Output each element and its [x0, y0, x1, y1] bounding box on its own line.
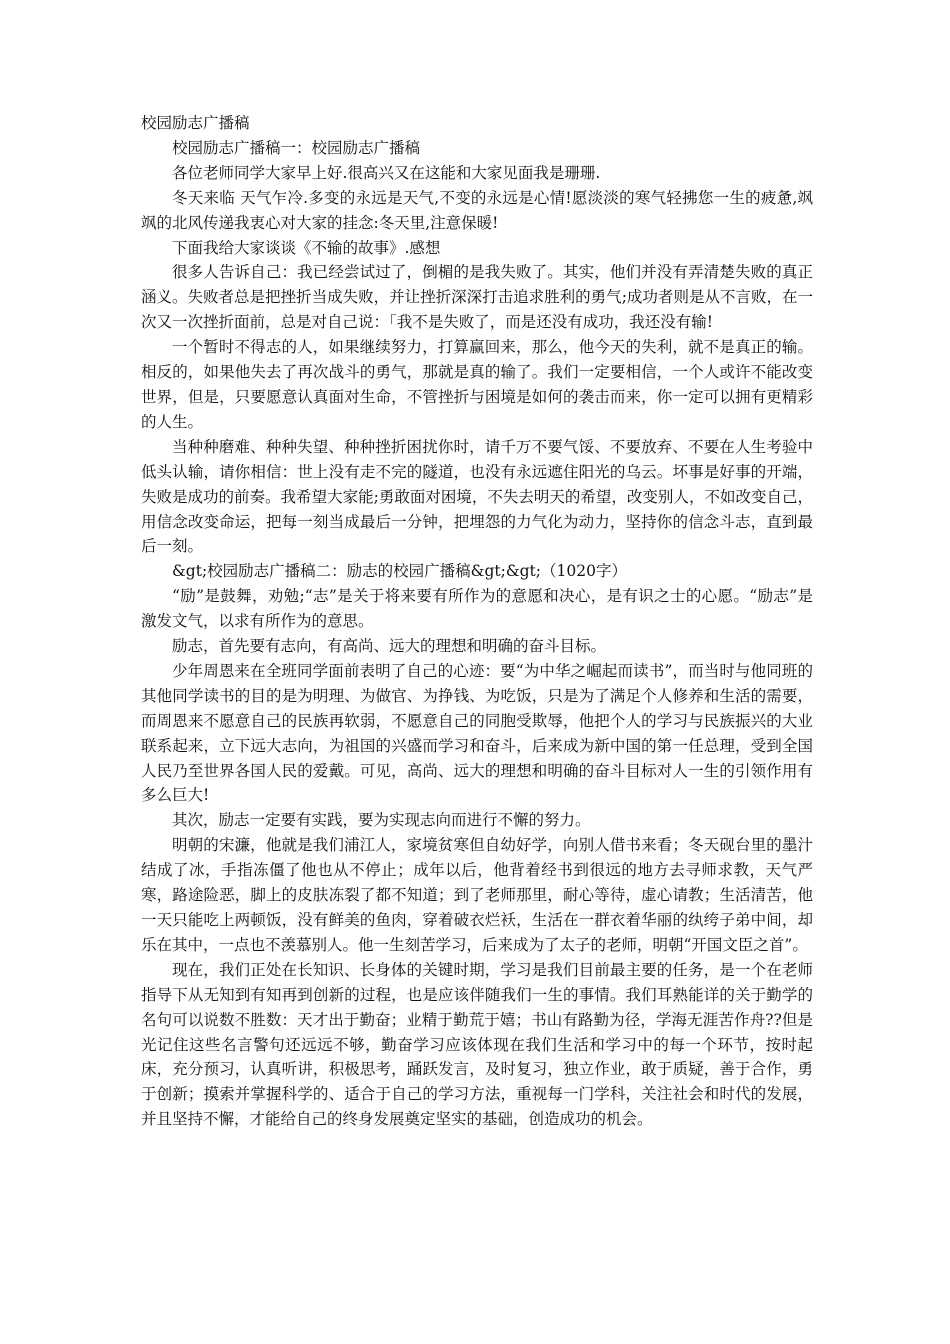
document-title: 校园励志广播稿 [141, 114, 250, 132]
paragraph-hardship: 当种种磨难、种种失望、种种挫折困扰你时，请千万不要气馁、不要放弃、不要在人生考验中低头认输，请你相信：世上没有走不完的隧道，也没有永远遮住阳光的乌云。坏事是好事的开端，失败是成功的前奏。我希望大家能;勇敢面对困境，不失去明天的希望，改变别人，不如改变自己，用信念改变命运，把每一刻当成最后一分钟，把埋怨的力气化为动力，坚持你的信念斗志，直到最后一刻。 [141, 437, 813, 556]
paragraph-subtitle: 校园励志广播稿一：校园励志广播稿 [172, 138, 421, 157]
paragraph-first-point: 励志，首先要有志向，有高尚、远大的理想和明确的奋斗目标。 [172, 637, 607, 656]
paragraph-zhou-enlai: 少年周恩来在全班同学面前表明了自己的心迹：要“为中华之崛起而读书”，而当时与他同班的其他同学读书的目的是为明理、为做官、为挣钱、为吃饭，只是为了满足个人修养和生活的需要，而周恩来不愿意自己的民族再软弱，不愿意自己的同胞受欺辱，他把个人的学习与民族振兴的大业联系起来，立下远大志向，为祖国的兴盛而学习和奋斗，后来成为新中国的第一任总理，受到全国人民乃至世界各国人民的爱戴。可见，高尚、远大的理想和明确的奋斗目标对人一生的引领作用有多么巨大! [141, 661, 813, 805]
paragraph-temporary-setback: 一个暂时不得志的人，如果继续努力，打算赢回来，那么，他今天的失利，就不是真正的输。相反的，如果他失去了再次战斗的勇气，那就是真的输了。我们一定要相信，一个人或许不能改变世界，但是，只要愿意认真面对生命，不管挫折与困境是如何的袭击而来，你一定可以拥有更精彩的人生。 [141, 338, 813, 431]
paragraph-song-lian: 明朝的宋濂，他就是我们浦江人，家境贫寒但自幼好学，向别人借书来看；冬天砚台里的墨汁结成了冰，手指冻僵了他也从不停止；成年以后，他背着经书到很远的地方去寻师求教，天气严寒，路途险恶，脚上的皮肤冻裂了都不知道；到了老师那里，耐心等待，虚心请教；生活清苦，他一天只能吃上两顿饭，没有鲜美的鱼肉，穿着破衣烂袄，生活在一群衣着华丽的纨绔子弟中间，却乐在其中，一点也不羡慕别人。他一生刻苦学习，后来成为了太子的老师，明朝“开国文臣之首”。 [141, 836, 813, 954]
paragraph-greeting: 各位老师同学大家早上好.很高兴又在这能和大家见面我是珊珊. [172, 163, 601, 182]
document-body [141, 111, 813, 1132]
paragraph-second-heading: &gt;校园励志广播稿二：励志的校园广播稿&gt;&gt;（1020字） [172, 562, 627, 581]
paragraph-intro: 下面我给大家谈谈《不输的故事》.感想 [172, 238, 441, 257]
paragraph-now: 现在，我们正处在长知识、长身体的关键时期，学习是我们目前最主要的任务，是一个在老师指导下从无知到有知再到创新的过程，也是应该伴随我们一生的事情。我们耳熟能详的关于勤学的名句可以说数不胜数：天才出于勤奋；业精于勤荒于嬉；书山有路勤为径，学海无涯苦作舟??但是光记住这些名言警句还远远不够，勤奋学习应该体现在我们生活和学习中的每一个环节，按时起床，充分预习，认真听讲，积极思考，踊跃发言，及时复习，独立作业，敢于质疑，善于合作，勇于创新；摸索并掌握科学的、适合于自己的学习方法，重视每一门学科，关注社会和时代的发展，并且坚持不懈，才能给自己的终身发展奠定坚实的基础，创造成功的机会。 [141, 960, 813, 1129]
paragraph-second-point: 其次，励志一定要有实践，要为实现志向而进行不懈的努力。 [172, 811, 591, 830]
paragraph-winter: 冬天来临 天气乍冷.多变的永远是天气,不变的永远是心情!愿淡淡的寒气轻拂您一生的疲惫,飒飒的北风传递我衷心对大家的挂念:冬天里,注意保暖! [141, 188, 813, 232]
paragraph-definition: “励”是鼓舞，劝勉;“志”是关于将来要有所作为的意愿和决心，是有识之士的心愿。“励志”是激发文气，以求有所作为的意思。 [141, 587, 813, 631]
paragraph-failure: 很多人告诉自己：我已经尝试过了，倒楣的是我失败了。其实，他们并没有弄清楚失败的真正涵义。失败者总是把挫折当成失败，并让挫折深深打击追求胜利的勇气;成功者则是从不言败，在一次又一次挫折面前，总是对自己说：「我不是失败了，而是还没有成功，我还没有输! [141, 263, 813, 332]
